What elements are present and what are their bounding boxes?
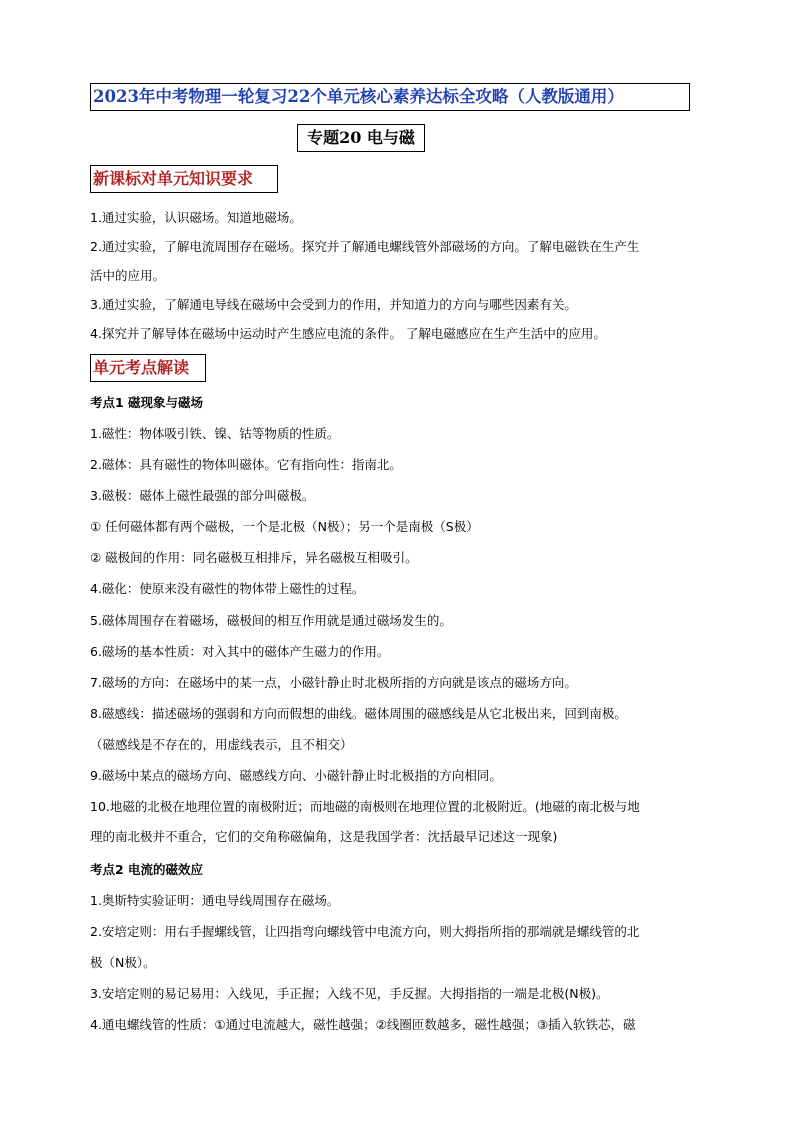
kaodian2-line: 4.通电螺线管的性质：①通过电流越大，磁性越强；②线圈匝数越多，磁性越强；③插入软铁芯，磁 [90,1017,636,1032]
kaodian1-line: 9.磁场中某点的磁场方向、磁感线方向、小磁针静止时北极指的方向相同。 [90,768,502,783]
kaodian1-line: 1.磁性：物体吸引铁、镍、钴等物质的性质。 [90,426,340,441]
main-title: 2023年中考物理一轮复习22个单元核心素养达标全攻略（人教版通用） [90,83,690,111]
requirement-line: 3.通过实验，了解通电导线在磁场中会受到力的作用，并知道力的方向与哪些因素有关。 [90,297,577,312]
section-analysis-title: 单元考点解读 [90,354,206,382]
kaodian1-title: 考点1 磁现象与磁场 [90,395,204,410]
kaodian1-line: ① 任何磁体都有两个磁极，一个是北极（N极）；另一个是南极（S极） [90,519,479,534]
kaodian1-line: 理的南北极并不重合，它们的交角称磁偏角，这是我国学者：沈括最早记述这一现象) [90,829,558,844]
kaodian1-line: ② 磁极间的作用：同名磁极互相排斥，异名磁极互相吸引。 [90,550,418,565]
kaodian1-line: 2.磁体：具有磁性的物体叫磁体。它有指向性：指南北。 [90,457,402,472]
kaodian1-line: 7.磁场的方向：在磁场中的某一点，小磁针静止时北极所指的方向就是该点的磁场方向。 [90,675,577,690]
requirement-line: 活中的应用。 [90,268,166,283]
kaodian1-line: 6.磁场的基本性质：对入其中的磁体产生磁力的作用。 [90,644,390,659]
sub-title: 专题20 电与磁 [297,124,425,152]
kaodian1-line: 4.磁化：使原来没有磁性的物体带上磁性的过程。 [90,581,365,596]
kaodian1-line: 8.磁感线：描述磁场的强弱和方向而假想的曲线。磁体周围的磁感线是从它北极出来，回到南极。 [90,706,627,721]
requirement-line: 4.探究并了解导体在磁场中运动时产生感应电流的条件。 了解电磁感应在生产生活中的应用。 [90,326,606,341]
requirement-line: 2.通过实验，了解电流周围存在磁场。探究并了解通电螺线管外部磁场的方向。了解电磁铁在生产生 [90,239,640,254]
kaodian1-line: 3.磁极：磁体上磁性最强的部分叫磁极。 [90,488,315,503]
kaodian2-line: 极（N极）。 [90,955,156,970]
section-requirements-title: 新课标对单元知识要求 [90,165,278,193]
kaodian2-title: 考点2 电流的磁效应 [90,862,204,877]
kaodian1-line: 10.地磁的北极在地理位置的南极附近；而地磁的南极则在地理位置的北极附近。(地磁的南北极与地 [90,799,640,814]
kaodian2-line: 2.安培定则：用右手握螺线管，让四指弯向螺线管中电流方向，则大拇指所指的那端就是螺线管的北 [90,924,640,939]
requirement-line: 1.通过实验，认识磁场。知道地磁场。 [90,210,302,225]
kaodian2-line: 3.安培定则的易记易用：入线见，手正握；入线不见，手反握。大拇指指的一端是北极(N极)。 [90,986,609,1001]
kaodian1-line: 5.磁体周围存在着磁场，磁极间的相互作用就是通过磁场发生的。 [90,613,452,628]
kaodian2-line: 1.奥斯特实验证明：通电导线周围存在磁场。 [90,893,340,908]
kaodian1-line: （磁感线是不存在的，用虚线表示，且不相交） [90,737,353,752]
